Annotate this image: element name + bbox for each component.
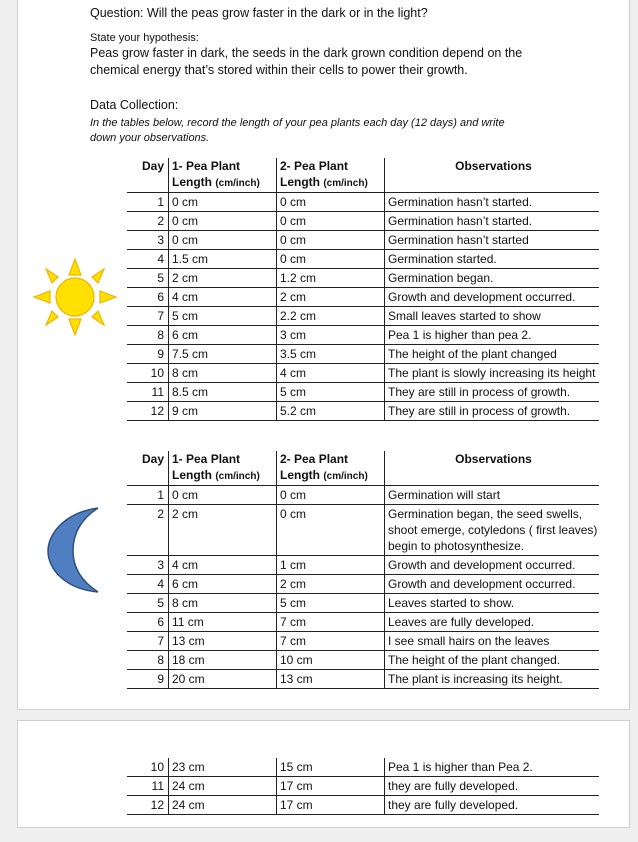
plant2-length-cell: 13 cm	[277, 670, 385, 689]
observation-cell: Growth and development occurred.	[385, 575, 600, 594]
day-header: Day	[127, 158, 169, 193]
observation-cell: Growth and development occurred.	[385, 288, 600, 307]
plant2-length-cell: 7 cm	[277, 613, 385, 632]
plant1-length-cell: 13 cm	[169, 632, 277, 651]
plant2-length-cell: 2 cm	[277, 575, 385, 594]
observation-cell: Growth and development occurred.	[385, 556, 600, 575]
day-cell: 2	[127, 505, 169, 556]
day-cell: 11	[127, 777, 169, 796]
observation-cell: Pea 1 is higher than pea 2.	[385, 326, 600, 345]
hypothesis-line-1: Peas grow faster in dark, the seeds in the dark grown condition depend on the	[90, 46, 523, 60]
plant1-length-cell: 4 cm	[169, 288, 277, 307]
plant2-length-cell: 2.2 cm	[277, 307, 385, 326]
day-cell: 7	[127, 307, 169, 326]
plant1-length-cell: 6 cm	[169, 575, 277, 594]
instructions-line-1: In the tables below, record the length of your pea plants each day (12 days) and write	[90, 117, 505, 129]
table-row	[127, 777, 599, 796]
plant1-length-cell: 23 cm	[169, 758, 277, 777]
observation-cell: they are fully developed.	[385, 777, 600, 796]
table-row	[127, 796, 599, 815]
observations-header: Observations	[385, 451, 600, 486]
day-cell: 4	[127, 250, 169, 269]
day-cell: 5	[127, 594, 169, 613]
table-row	[127, 556, 599, 575]
observation-cell: I see small hairs on the leaves	[385, 632, 600, 651]
plant2-length-cell: 17 cm	[277, 796, 385, 815]
day-cell: 12	[127, 796, 169, 815]
day-cell: 8	[127, 651, 169, 670]
plant1-length-cell: 7.5 cm	[169, 345, 277, 364]
plant2-length-cell: 0 cm	[277, 193, 385, 212]
day-cell: 11	[127, 383, 169, 402]
plant1-length-cell: 8.5 cm	[169, 383, 277, 402]
plant2-length-cell: 5.2 cm	[277, 402, 385, 421]
plant2-length-cell: 1.2 cm	[277, 269, 385, 288]
day-cell: 12	[127, 402, 169, 421]
data-collection-label: Data Collection:	[90, 98, 179, 112]
plant2-length-cell: 0 cm	[277, 250, 385, 269]
plant2-length-cell: 17 cm	[277, 777, 385, 796]
day-cell: 4	[127, 575, 169, 594]
plant2-header: 2- Pea Plant Length (cm/inch)	[277, 158, 385, 193]
plant1-length-cell: 5 cm	[169, 307, 277, 326]
table-row	[127, 402, 599, 421]
plant1-length-cell: 6 cm	[169, 326, 277, 345]
day-cell: 1	[127, 193, 169, 212]
plant2-length-cell: 7 cm	[277, 632, 385, 651]
plant2-length-cell: 0 cm	[277, 212, 385, 231]
plant1-length-cell: 2 cm	[169, 269, 277, 288]
day-cell: 6	[127, 288, 169, 307]
plant2-length-cell: 3 cm	[277, 326, 385, 345]
day-cell: 9	[127, 670, 169, 689]
plant1-length-cell: 0 cm	[169, 193, 277, 212]
observation-cell: Germination began, the seed swells, shoot emerge, cotyledons ( first leaves) begin to photosynthesize.	[385, 505, 600, 556]
observation-cell: Germination started.	[385, 250, 600, 269]
plant1-length-cell: 24 cm	[169, 777, 277, 796]
observation-cell: Leaves are fully developed.	[385, 613, 600, 632]
plant2-length-cell: 1 cm	[277, 556, 385, 575]
plant1-length-cell: 8 cm	[169, 594, 277, 613]
observation-cell: Leaves started to show.	[385, 594, 600, 613]
plant2-length-cell: 5 cm	[277, 594, 385, 613]
plant1-length-cell: 18 cm	[169, 651, 277, 670]
table-row	[127, 613, 599, 632]
table-row	[127, 632, 599, 651]
observation-cell: The plant is increasing its height.	[385, 670, 600, 689]
dark-condition-table	[127, 451, 599, 689]
plant1-length-cell: 20 cm	[169, 670, 277, 689]
plant1-header: 1- Pea Plant Length (cm/inch)	[169, 158, 277, 193]
document-page-2	[17, 720, 630, 828]
table-row	[127, 575, 599, 594]
day-cell: 7	[127, 632, 169, 651]
observation-cell: They are still in process of growth.	[385, 402, 600, 421]
document-page-1	[17, 0, 630, 710]
observation-cell: Pea 1 is higher than Pea 2.	[385, 758, 600, 777]
plant1-length-cell: 4 cm	[169, 556, 277, 575]
plant2-length-cell: 10 cm	[277, 651, 385, 670]
plant2-length-cell: 0 cm	[277, 231, 385, 250]
plant1-length-cell: 0 cm	[169, 212, 277, 231]
day-cell: 9	[127, 345, 169, 364]
sun-icon	[32, 257, 118, 337]
plant2-length-cell: 15 cm	[277, 758, 385, 777]
plant1-length-cell: 0 cm	[169, 231, 277, 250]
light-condition-table	[127, 158, 599, 421]
plant2-length-cell: 3.5 cm	[277, 345, 385, 364]
plant1-length-cell: 8 cm	[169, 364, 277, 383]
observation-cell: The height of the plant changed.	[385, 651, 600, 670]
observations-header: Observations	[385, 158, 600, 193]
day-cell: 6	[127, 613, 169, 632]
instructions-line-2: down your observations.	[90, 132, 210, 144]
table-row	[127, 288, 599, 307]
table-row	[127, 212, 599, 231]
table-row	[127, 307, 599, 326]
observation-cell: Germination will start	[385, 486, 600, 505]
day-cell: 8	[127, 326, 169, 345]
plant2-header: 2- Pea Plant Length (cm/inch)	[277, 451, 385, 486]
day-cell: 3	[127, 556, 169, 575]
question-text: Question: Will the peas grow faster in the dark or in the light?	[90, 6, 428, 20]
day-cell: 10	[127, 364, 169, 383]
observation-cell: The height of the plant changed	[385, 345, 600, 364]
table-row	[127, 651, 599, 670]
plant2-length-cell: 0 cm	[277, 486, 385, 505]
plant1-length-cell: 1.5 cm	[169, 250, 277, 269]
observation-cell: Germination began.	[385, 269, 600, 288]
hypothesis-label: State your hypothesis:	[90, 32, 199, 44]
day-cell: 3	[127, 231, 169, 250]
plant1-length-cell: 0 cm	[169, 486, 277, 505]
table-row	[127, 250, 599, 269]
table-row	[127, 326, 599, 345]
plant2-length-cell: 0 cm	[277, 505, 385, 556]
observation-cell: Germination hasn’t started	[385, 231, 600, 250]
plant2-length-cell: 2 cm	[277, 288, 385, 307]
table-row	[127, 383, 599, 402]
day-cell: 2	[127, 212, 169, 231]
plant1-header: 1- Pea Plant Length (cm/inch)	[169, 451, 277, 486]
day-header: Day	[127, 451, 169, 486]
table-row	[127, 505, 599, 556]
table-row	[127, 364, 599, 383]
plant2-length-cell: 4 cm	[277, 364, 385, 383]
observation-cell: The plant is slowly increasing its height	[385, 364, 600, 383]
plant1-length-cell: 9 cm	[169, 402, 277, 421]
observation-cell: Germination hasn’t started.	[385, 193, 600, 212]
plant2-length-cell: 5 cm	[277, 383, 385, 402]
observation-cell: They are still in process of growth.	[385, 383, 600, 402]
plant1-length-cell: 2 cm	[169, 505, 277, 556]
hypothesis-line-2: chemical energy that’s stored within their cells to power their growth.	[90, 63, 468, 77]
observation-cell: Germination hasn’t started.	[385, 212, 600, 231]
table-row	[127, 193, 599, 212]
dark-condition-table-continued	[127, 758, 599, 815]
table-row	[127, 269, 599, 288]
table-row	[127, 486, 599, 505]
plant1-length-cell: 11 cm	[169, 613, 277, 632]
table-row	[127, 758, 599, 777]
day-cell: 10	[127, 758, 169, 777]
observation-cell: they are fully developed.	[385, 796, 600, 815]
table-row	[127, 345, 599, 364]
table-row	[127, 231, 599, 250]
table-row	[127, 594, 599, 613]
plant1-length-cell: 24 cm	[169, 796, 277, 815]
observation-cell: Small leaves started to show	[385, 307, 600, 326]
day-cell: 5	[127, 269, 169, 288]
day-cell: 1	[127, 486, 169, 505]
moon-icon	[43, 505, 103, 595]
table-row	[127, 670, 599, 689]
